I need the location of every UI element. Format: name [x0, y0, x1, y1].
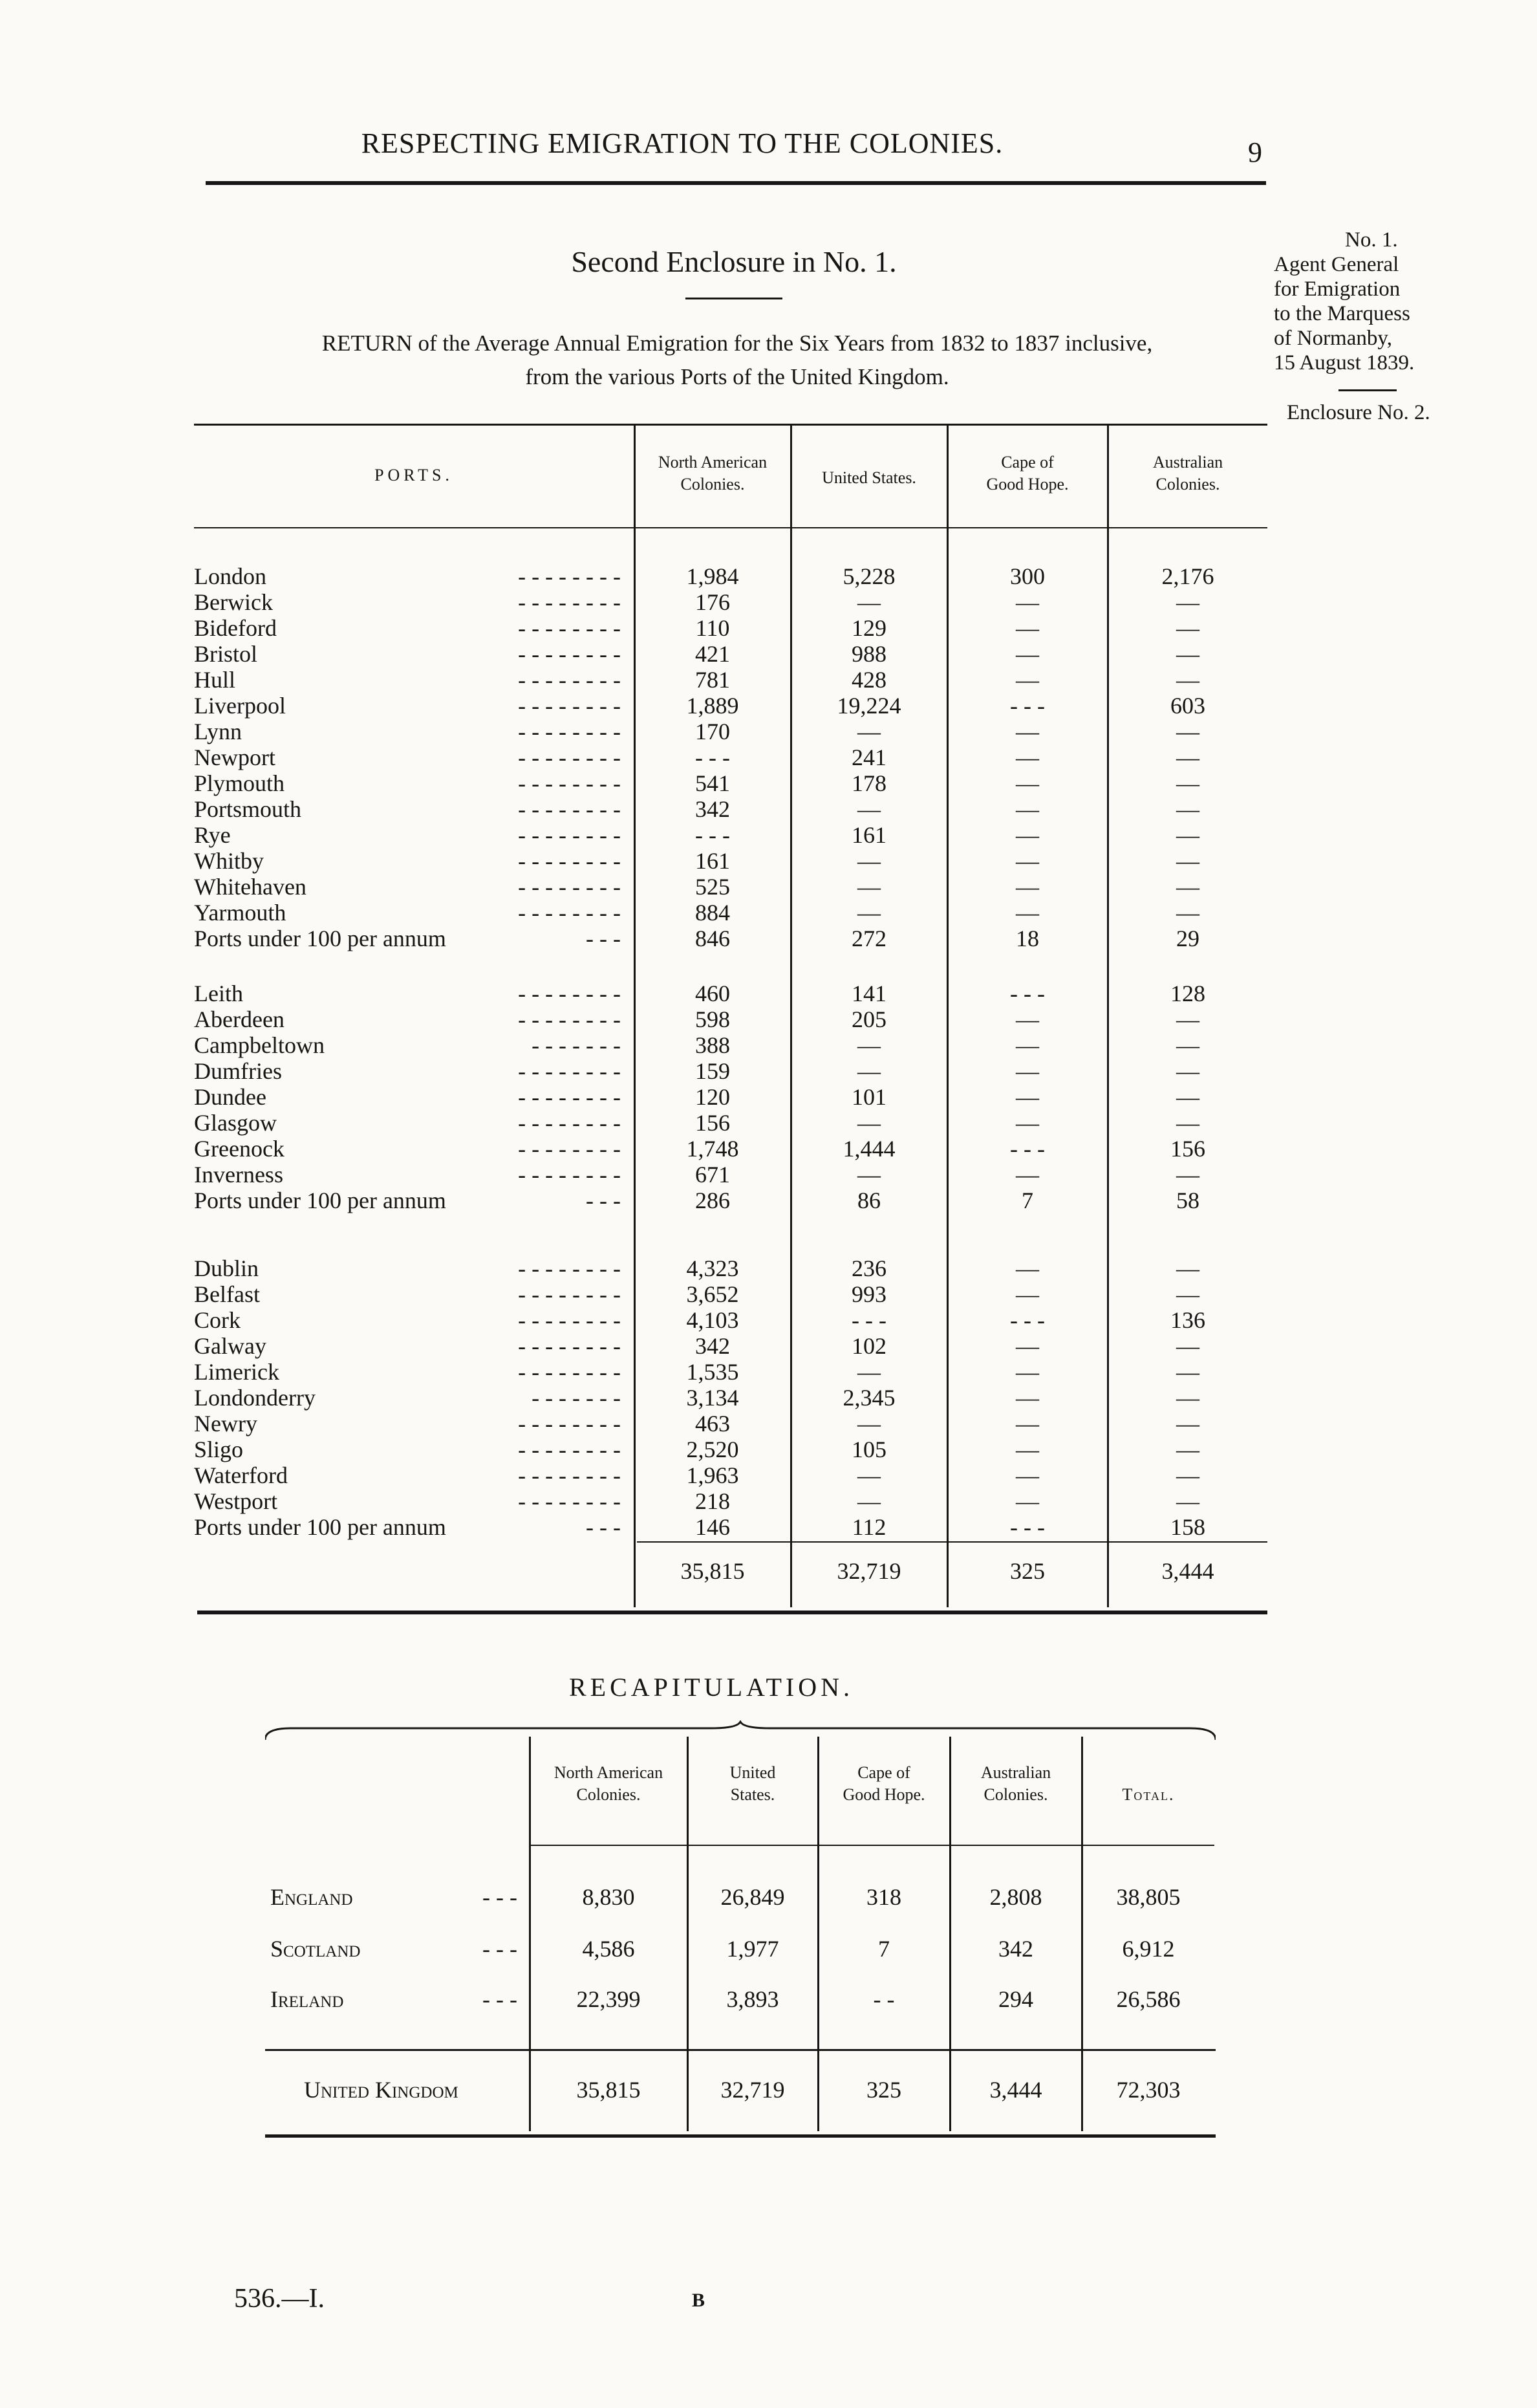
table-cell-cgh: — [1016, 1385, 1039, 1411]
recap-row-label: Scotland [270, 1936, 361, 1962]
port-name: Yarmouth [194, 900, 286, 926]
recap-cell-nac: 4,586 [582, 1936, 635, 1962]
table-cell-cgh: — [1016, 1437, 1039, 1462]
table-cell-nac: 2,520 [686, 1437, 739, 1462]
table-cell-aus: — [1176, 641, 1199, 667]
table-cell-cgh: — [1016, 1084, 1039, 1110]
table-cell-nac: 218 [695, 1488, 730, 1514]
leader-dashes: - - - - - - - - [518, 1462, 621, 1488]
table-cell-aus: — [1176, 1411, 1199, 1437]
leader-dashes: - - - - - - - - [518, 1255, 621, 1281]
table-cell-nac: 342 [695, 1333, 730, 1359]
table-cell-cgh: — [1016, 874, 1039, 900]
table-cell-us: 112 [852, 1514, 887, 1540]
table-cell-cgh: - - - [1010, 981, 1045, 1006]
leader-dashes: - - - - - - - - [518, 770, 621, 796]
table-cell-aus: — [1176, 1006, 1199, 1032]
table-cell-us: — [857, 1462, 881, 1488]
leader-dashes: - - - - - - - - [518, 744, 621, 770]
leader-dashes: - - - - - - - - [518, 563, 621, 589]
table-cell-aus: — [1176, 1462, 1199, 1488]
table-cell-us: 205 [852, 1006, 887, 1032]
table-cell-nac: 884 [695, 900, 730, 926]
table-cell-aus: — [1176, 744, 1199, 770]
port-name: Galway [194, 1333, 266, 1359]
recap-cell-cgh: 7 [878, 1936, 890, 1962]
table-cell-aus: — [1176, 1385, 1199, 1411]
table-cell-us: 236 [852, 1255, 887, 1281]
footer-reference: 536.—I. [234, 2284, 325, 2314]
table-cell-aus: — [1176, 848, 1199, 874]
table-cell-aus: — [1176, 822, 1199, 848]
port-name: Hull [194, 667, 236, 693]
table-cell-aus: — [1176, 874, 1199, 900]
table-cell-us: 5,228 [843, 563, 896, 589]
table-cell-nac: 159 [695, 1058, 730, 1084]
table-cell-us: — [857, 848, 881, 874]
port-name: Lynn [194, 719, 242, 744]
table-cell-nac: 176 [695, 589, 730, 615]
table-cell-cgh: — [1016, 1058, 1039, 1084]
table-cell-aus: 58 [1176, 1188, 1199, 1213]
leader-dashes: - - - - - - - - [518, 667, 621, 693]
port-name: Sligo [194, 1437, 244, 1462]
recap-brace [265, 1720, 1216, 1746]
table-cell-aus: 2,176 [1161, 563, 1214, 589]
table-cell-aus: — [1176, 1437, 1199, 1462]
port-name: Inverness [194, 1162, 283, 1188]
table-cell-cgh: — [1016, 615, 1039, 641]
table-cell-cgh: — [1016, 1255, 1039, 1281]
recap-title: RECAPITULATION. [569, 1673, 854, 1702]
port-name: Greenock [194, 1136, 285, 1162]
table-top-rule [194, 424, 1267, 426]
leader-dashes: - - - [586, 1188, 621, 1213]
leader-dashes: - - - - - - - [532, 1385, 621, 1411]
recap-row-label: England [270, 1884, 353, 1910]
table-cell-us: — [857, 1411, 881, 1437]
table-cell-aus: 156 [1170, 1136, 1205, 1162]
table-cell-us: 161 [852, 822, 887, 848]
table-cell-us: 105 [852, 1437, 887, 1462]
total-australian: 3,444 [1161, 1558, 1214, 1584]
port-name: Portsmouth [194, 796, 302, 822]
port-name: Dundee [194, 1084, 266, 1110]
table-cell-cgh: — [1016, 667, 1039, 693]
table-cell-us: 102 [852, 1333, 887, 1359]
table-cell-aus: — [1176, 719, 1199, 744]
table-cell-us: — [857, 796, 881, 822]
table-cell-aus: — [1176, 589, 1199, 615]
recap-cell-total: 6,912 [1122, 1936, 1175, 1962]
signature-mark: B [692, 2290, 705, 2311]
return-line-1: RETURN of the Average Annual Emigration for the Six Years from 1832 to 1837 inclusive, [321, 331, 1153, 356]
port-name: Belfast [194, 1281, 260, 1307]
recap-cell-aus: 2,808 [989, 1884, 1042, 1910]
table-cell-cgh: — [1016, 589, 1039, 615]
table-cell-aus: — [1176, 1162, 1199, 1188]
table-cell-cgh: — [1016, 796, 1039, 822]
leader-dashes: - - - - - - - [532, 1032, 621, 1058]
table-cell-aus: — [1176, 770, 1199, 796]
table-cell-nac: 671 [695, 1162, 730, 1188]
table-cell-us: — [857, 1110, 881, 1136]
total-united-states: 32,719 [837, 1558, 901, 1584]
table-cell-nac: 170 [695, 719, 730, 744]
leader-dashes: - - - - - - - - [518, 981, 621, 1006]
side-note-line: of Normanby, [1274, 327, 1392, 350]
table-cell-us: — [857, 1359, 881, 1385]
table-cell-nac: 388 [695, 1032, 730, 1058]
leader-dashes: - - - - - - - - [518, 641, 621, 667]
leader-dashes: - - - - - - - - [518, 848, 621, 874]
leader-dashes: - - - - - - - - [518, 1110, 621, 1136]
table-cell-cgh: — [1016, 770, 1039, 796]
port-name: Berwick [194, 589, 273, 615]
recap-cell-nac: 22,399 [576, 1986, 641, 2012]
table-cell-nac: 460 [695, 981, 730, 1006]
table-cell-nac: 1,889 [686, 693, 739, 719]
header-north-american: North American Colonies. [658, 453, 768, 494]
page-number: 9 [1248, 136, 1262, 168]
table-cell-nac: 120 [695, 1084, 730, 1110]
side-note-line: 15 August 1839. [1274, 351, 1415, 374]
recap-uk-cgh: 325 [866, 2077, 901, 2103]
port-name: London [194, 563, 266, 589]
table-cell-us: 272 [852, 926, 887, 951]
table-cell-us: 101 [852, 1084, 887, 1110]
port-name: Glasgow [194, 1110, 277, 1136]
table-cell-cgh: — [1016, 719, 1039, 744]
recap-cell-total: 38,805 [1116, 1884, 1181, 1910]
recap-cell-total: 26,586 [1116, 1986, 1181, 2012]
recap-header-united-states: United States. [729, 1763, 776, 1804]
leader-dashes: - - - - - - - - [518, 1136, 621, 1162]
table-cell-cgh: — [1016, 848, 1039, 874]
table-cell-aus: — [1176, 1359, 1199, 1385]
table-cell-cgh: — [1016, 1488, 1039, 1514]
table-cell-us: 988 [852, 641, 887, 667]
table-cell-us: — [857, 1058, 881, 1084]
header-ports: PORTS. [374, 466, 453, 484]
table-cell-aus: — [1176, 615, 1199, 641]
table-cell-cgh: — [1016, 1006, 1039, 1032]
port-name: Whitby [194, 848, 264, 874]
table-cell-us: — [857, 1162, 881, 1188]
leader-dashes: - - - - - - - - [518, 589, 621, 615]
table-cell-nac: 541 [695, 770, 730, 796]
port-name: Bideford [194, 615, 277, 641]
table-cell-nac: 4,323 [686, 1255, 739, 1281]
recap-bottom-rule [265, 2134, 1216, 2138]
port-name: Liverpool [194, 693, 286, 719]
recap-cell-cgh: - - [873, 1986, 895, 2012]
table-cell-cgh: 18 [1016, 926, 1039, 951]
table-cell-nac: 525 [695, 874, 730, 900]
recap-row-label: Ireland [270, 1986, 344, 2012]
leader-dashes: - - - - - - - - [518, 1058, 621, 1084]
table-cell-us: 428 [852, 667, 887, 693]
table-cell-us: 1,444 [843, 1136, 896, 1162]
leader-dashes: - - - - - - - - [518, 1006, 621, 1032]
table-cell-aus: 128 [1170, 981, 1205, 1006]
table-cell-us: — [857, 1032, 881, 1058]
port-name: Ports under 100 per annum [194, 1514, 446, 1540]
return-description [194, 327, 1280, 394]
table-cell-us: — [857, 719, 881, 744]
total-cape: 325 [1010, 1558, 1045, 1584]
table-cell-cgh: 7 [1022, 1188, 1033, 1213]
port-name: Waterford [194, 1462, 288, 1488]
port-name: Newport [194, 744, 275, 770]
port-name: Plymouth [194, 770, 285, 796]
side-note [1274, 228, 1520, 375]
table-cell-aus: 603 [1170, 693, 1205, 719]
port-name: Leith [194, 981, 243, 1006]
table-cell-aus: — [1176, 1058, 1199, 1084]
table-cell-cgh: - - - [1010, 1307, 1045, 1333]
leader-dashes: - - - - - - - - [518, 1411, 621, 1437]
recap-cell-us: 26,849 [720, 1884, 785, 1910]
table-cell-cgh: — [1016, 900, 1039, 926]
leader-dashes: - - - - - - - - [518, 822, 621, 848]
table-cell-aus: — [1176, 1488, 1199, 1514]
recap-cell-us: 3,893 [726, 1986, 779, 2012]
table-cell-cgh: — [1016, 1110, 1039, 1136]
table-cell-cgh: — [1016, 822, 1039, 848]
port-name: Campbeltown [194, 1032, 325, 1058]
table-cell-nac: 1,748 [686, 1136, 739, 1162]
recap-sum-rule [265, 2049, 1216, 2051]
port-name: Ports under 100 per annum [194, 1188, 446, 1213]
table-cell-cgh: — [1016, 1281, 1039, 1307]
table-cell-cgh: — [1016, 1411, 1039, 1437]
table-cell-cgh: — [1016, 1359, 1039, 1385]
table-cell-nac: - - - [695, 822, 730, 848]
recap-cell-us: 1,977 [726, 1936, 779, 1962]
table-cell-aus: — [1176, 796, 1199, 822]
header-rule [206, 181, 1266, 185]
table-bottom-rule [197, 1611, 1267, 1614]
header-cape: Cape of Good Hope. [986, 453, 1069, 494]
recap-cell-nac: 8,830 [582, 1884, 635, 1910]
recap-uk-label: United Kingdom [304, 2077, 458, 2103]
table-cell-nac: 4,103 [686, 1307, 739, 1333]
leader-dashes: - - - [482, 1884, 517, 1910]
table-cell-cgh: — [1016, 744, 1039, 770]
recap-header-rule [529, 1845, 1214, 1846]
table-cell-nac: 146 [695, 1514, 730, 1540]
table-cell-aus: — [1176, 1110, 1199, 1136]
table-cell-us: - - - [852, 1307, 887, 1333]
table-cell-us: 141 [852, 981, 887, 1006]
port-name: Bristol [194, 641, 258, 667]
total-north-american: 35,815 [680, 1558, 745, 1584]
title-rule [685, 298, 782, 299]
table-cell-cgh: 300 [1010, 563, 1045, 589]
table-cell-cgh: - - - [1010, 1514, 1045, 1540]
table-cell-nac: 3,652 [686, 1281, 739, 1307]
recap-header-total: Total. [1122, 1785, 1175, 1804]
header-united-states: United States. [822, 468, 916, 487]
leader-dashes: - - - - - - - - [518, 693, 621, 719]
recap-cell-aus: 294 [998, 1986, 1033, 2012]
side-note-enclosure: Enclosure No. 2. [1287, 401, 1430, 424]
leader-dashes: - - - [586, 1514, 621, 1540]
table-cell-us: 19,224 [837, 693, 901, 719]
table-cell-cgh: — [1016, 1462, 1039, 1488]
recap-header-australian: Australian Colonies. [980, 1763, 1051, 1804]
table-cell-nac: 156 [695, 1110, 730, 1136]
table-cell-nac: - - - [695, 744, 730, 770]
table-cell-aus: — [1176, 1084, 1199, 1110]
recap-uk-aus: 3,444 [989, 2077, 1042, 2103]
table-cell-aus: — [1176, 667, 1199, 693]
table-cell-cgh: - - - [1010, 693, 1045, 719]
table-cell-us: — [857, 1488, 881, 1514]
side-note-line: to the Marquess [1274, 302, 1410, 325]
table-cell-nac: 286 [695, 1188, 730, 1213]
table-cell-aus: — [1176, 1333, 1199, 1359]
table-cell-nac: 342 [695, 796, 730, 822]
leader-dashes: - - - - - - - - [518, 1359, 621, 1385]
table-cell-cgh: — [1016, 1032, 1039, 1058]
recap-cell-cgh: 318 [866, 1884, 901, 1910]
recap-cell-aus: 342 [998, 1936, 1033, 1962]
table-cell-us: 993 [852, 1281, 887, 1307]
port-name: Londonderry [194, 1385, 316, 1411]
leader-dashes: - - - - - - - - [518, 900, 621, 926]
table-totals-rule [637, 1541, 1267, 1543]
return-line-2: from the various Ports of the United Kingdom. [525, 364, 949, 389]
table-cell-us: 129 [852, 615, 887, 641]
table-cell-aus: — [1176, 900, 1199, 926]
leader-dashes: - - - - - - - - [518, 1333, 621, 1359]
port-name: Limerick [194, 1359, 279, 1385]
leader-dashes: - - - - - - - - [518, 874, 621, 900]
table-cell-nac: 1,963 [686, 1462, 739, 1488]
port-name: Ports under 100 per annum [194, 926, 446, 951]
recap-uk-us: 32,719 [720, 2077, 785, 2103]
table-cell-nac: 421 [695, 641, 730, 667]
table-cell-nac: 3,134 [686, 1385, 739, 1411]
port-name: Whitehaven [194, 874, 306, 900]
table-cell-nac: 463 [695, 1411, 730, 1437]
leader-dashes: - - - [482, 1936, 517, 1962]
port-name: Newry [194, 1411, 257, 1437]
table-cell-cgh: — [1016, 1333, 1039, 1359]
table-cell-aus: — [1176, 1281, 1199, 1307]
table-cell-nac: 781 [695, 667, 730, 693]
table-cell-aus: 136 [1170, 1307, 1205, 1333]
port-name: Aberdeen [194, 1006, 285, 1032]
table-cell-nac: 598 [695, 1006, 730, 1032]
side-note-line: for Emigration [1274, 277, 1401, 301]
leader-dashes: - - - - - - - - [518, 615, 621, 641]
leader-dashes: - - - - - - - - [518, 796, 621, 822]
leader-dashes: - - - [586, 926, 621, 951]
table-header-rule [194, 527, 1267, 528]
port-name: Dumfries [194, 1058, 282, 1084]
table-cell-us: — [857, 874, 881, 900]
table-cell-cgh: — [1016, 641, 1039, 667]
running-title: RESPECTING EMIGRATION TO THE COLONIES. [361, 127, 1004, 159]
recap-uk-total: 72,303 [1116, 2077, 1181, 2103]
side-note-rule [1338, 389, 1397, 391]
enclosure-title: Second Enclosure in No. 1. [571, 245, 897, 278]
recap-header-cape: Cape of Good Hope. [843, 1763, 925, 1804]
table-cell-us: 2,345 [843, 1385, 896, 1411]
table-cell-cgh: — [1016, 1162, 1039, 1188]
table-cell-us: 86 [857, 1188, 881, 1213]
table-cell-nac: 161 [695, 848, 730, 874]
leader-dashes: - - - - - - - - [518, 1084, 621, 1110]
port-name: Rye [194, 822, 231, 848]
table-cell-aus: — [1176, 1255, 1199, 1281]
leader-dashes: - - - - - - - - [518, 1488, 621, 1514]
header-australian: Australian Colonies. [1152, 453, 1223, 494]
table-cell-cgh: - - - [1010, 1136, 1045, 1162]
table-cell-nac: 1,535 [686, 1359, 739, 1385]
table-cell-us: 178 [852, 770, 887, 796]
leader-dashes: - - - - - - - - [518, 1437, 621, 1462]
table-cell-nac: 110 [695, 615, 730, 641]
leader-dashes: - - - [482, 1986, 517, 2012]
table-cell-nac: 1,984 [686, 563, 739, 589]
leader-dashes: - - - - - - - - [518, 1307, 621, 1333]
side-note-line: Agent General [1274, 253, 1399, 276]
leader-dashes: - - - - - - - - [518, 719, 621, 744]
table-cell-aus: — [1176, 1032, 1199, 1058]
port-name: Cork [194, 1307, 241, 1333]
leader-dashes: - - - - - - - - [518, 1162, 621, 1188]
recap-header-north-american: North American Colonies. [554, 1763, 663, 1804]
side-note-line: No. 1. [1345, 228, 1398, 252]
table-cell-us: — [857, 900, 881, 926]
table-cell-aus: 158 [1170, 1514, 1205, 1540]
port-name: Dublin [194, 1255, 259, 1281]
table-cell-aus: 29 [1176, 926, 1199, 951]
table-cell-us: — [857, 589, 881, 615]
port-name: Westport [194, 1488, 278, 1514]
leader-dashes: - - - - - - - - [518, 1281, 621, 1307]
recap-uk-nac: 35,815 [576, 2077, 641, 2103]
table-cell-nac: 846 [695, 926, 730, 951]
table-cell-us: 241 [852, 744, 887, 770]
